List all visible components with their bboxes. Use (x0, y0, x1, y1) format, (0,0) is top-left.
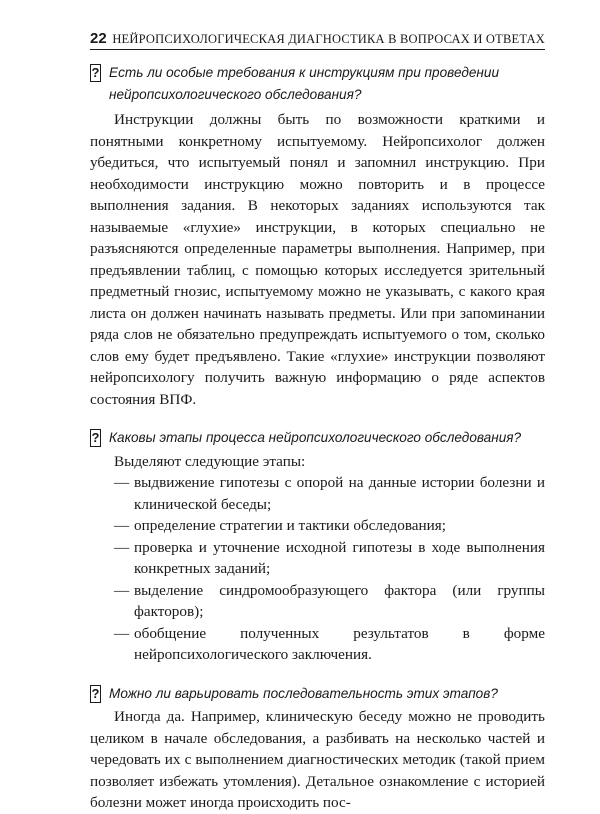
answer-3 (90, 706, 545, 814)
answer-3-paragraph: Иногда да. Например, клиническую беседу можно не проводить целиком в начале обследования, а разбивать на несколько частей и чередовать их с выполнением диагностических методик (такой прием позволяет избежать утомления). Детальное ознакомление с историей болезни может иногда происходить пос- (90, 708, 545, 811)
answer-1 (90, 109, 545, 410)
answer-1-paragraph: Инструкции должны быть по возможности краткими и понятными конкретному испытуемому. Нейропсихолог должен убедиться, что испытуемый понял и запомнил инструкцию. При необходимости инструкцию можно повторить и в процессе выполнения задания. В некоторых заданиях используются так называемые «глухие» инструкции, в которых специально не разъясняются определенные параметры выполнения. Например, при предъявлении таблиц, с помощью которых исследуется зрительный предметный гнозис, испытуемому можно не указывать, с какого края листа он должен начинать называть предметы. Или при запоминании ряда слов не обязательно предупреждать испытуемого о том, сколько слов ему будет предъявлено. Такие «глухие» инструкции позволяют нейропсихологу получить важную информацию о ряде аспектов состояния ВПФ. (90, 111, 545, 408)
question-2 (90, 427, 545, 449)
answer-2-intro: Выделяют следующие этапы: (114, 452, 306, 470)
question-mark-icon: ? (91, 430, 100, 445)
question-3-text: Можно ли варьировать последовательность этих этапов? (109, 685, 498, 701)
list-item: — выдвижение гипотезы с опорой на данные истории болезни и клинической беседы; (114, 472, 545, 515)
question-3 (90, 683, 545, 705)
page-number: 22 (90, 30, 107, 47)
list-item: — определение стратегии и тактики обследования; (114, 515, 545, 537)
list-item: — выделение синдромообразующего фактора (или группы факторов); (114, 580, 545, 623)
question-mark-icon: ? (91, 685, 100, 701)
question-1 (90, 62, 545, 105)
running-title: НЕЙРОПСИХОЛОГИЧЕСКАЯ ДИАГНОСТИКА В ВОПРОСАХ И ОТВЕТАХ (112, 32, 545, 46)
list-item: — проверка и уточнение исходной гипотезы в ходе выполнения конкретных заданий; (114, 537, 545, 580)
question-2-text: Каковы этапы процесса нейропсихологического обследования? (109, 430, 522, 445)
stages-list (90, 472, 545, 666)
running-header (90, 30, 545, 47)
page-body (90, 62, 545, 814)
question-1-text: Есть ли особые требования к инструкциям при проведении нейропсихологического обследования? (109, 65, 500, 102)
header-rule (90, 49, 545, 50)
question-mark-icon: ? (91, 65, 100, 80)
list-item: — обобщение полученных результатов в форме нейропсихологического заключения. (114, 623, 545, 666)
